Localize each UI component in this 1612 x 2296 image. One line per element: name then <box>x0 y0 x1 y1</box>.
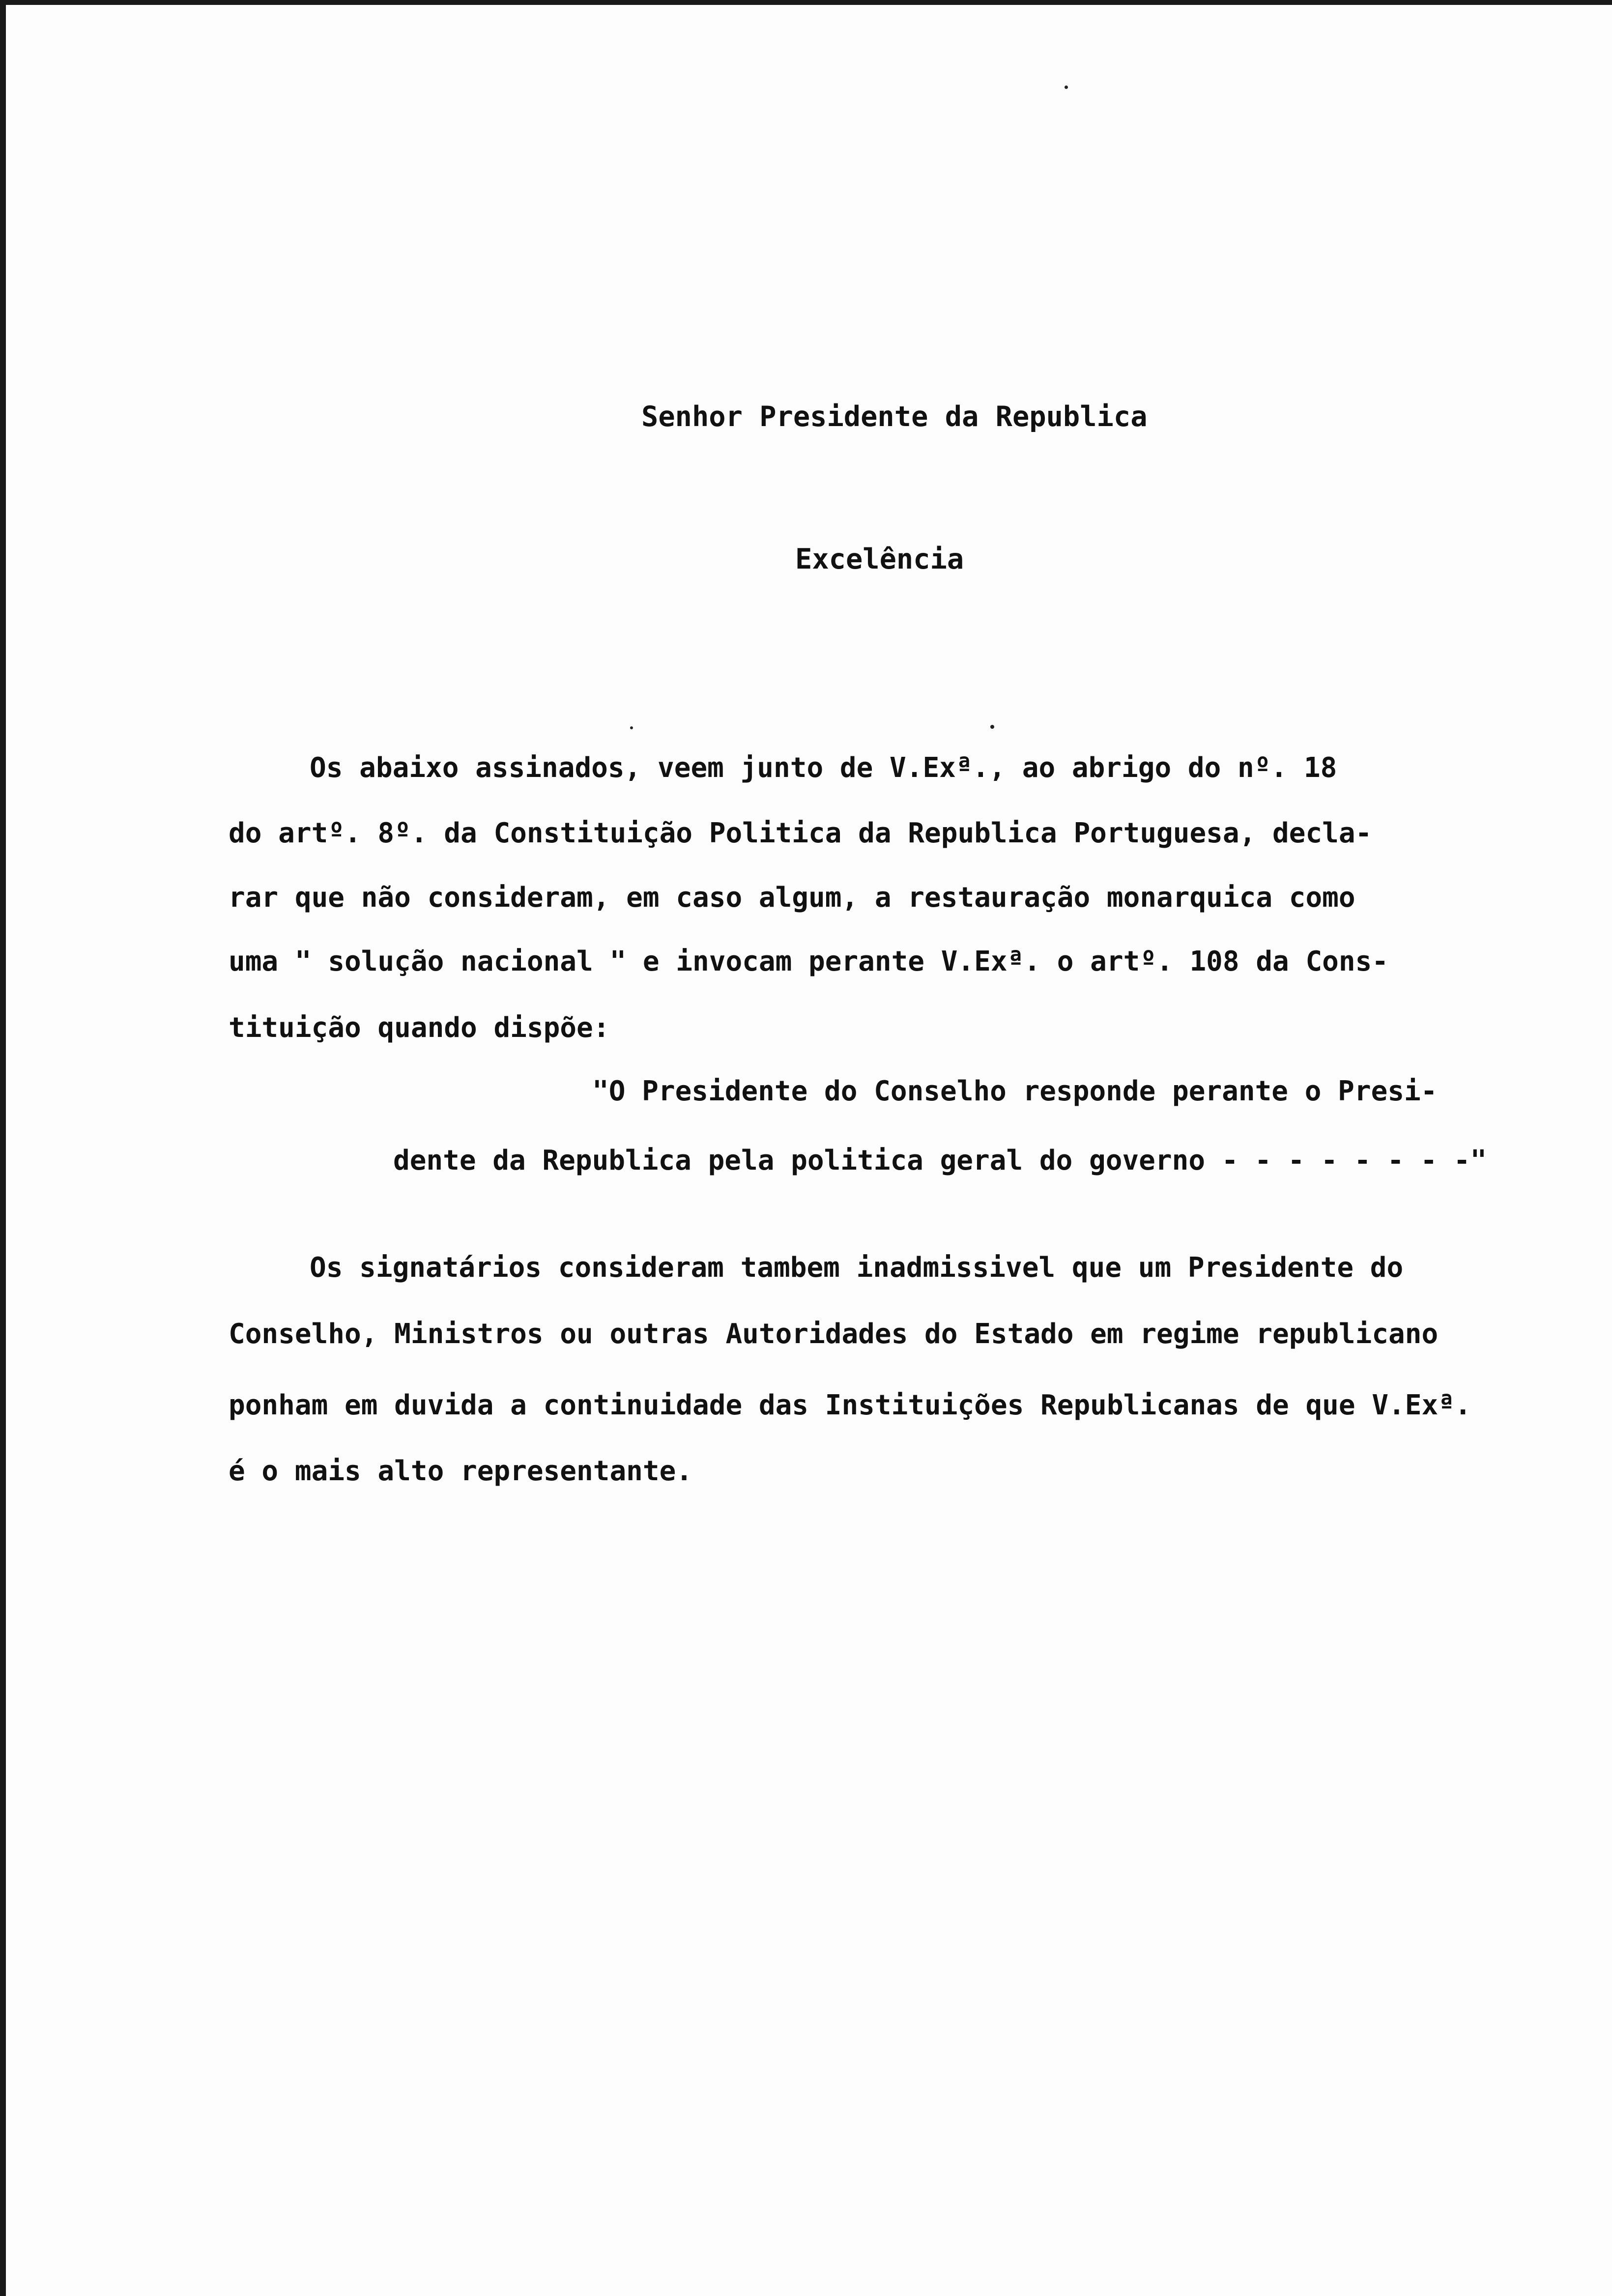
scan-speck <box>630 726 633 729</box>
paragraph-2-line: Conselho, Ministros ou outras Autoridades do Estado em regime republicano <box>229 1318 1439 1350</box>
scan-speck <box>1065 86 1068 89</box>
paragraph-1-line: do artº. 8º. da Constituição Politica da Republica Portuguesa, decla- <box>229 817 1372 849</box>
paragraph-1-line: rar que não consideram, em caso algum, a restauração monarquica como <box>229 882 1355 914</box>
paragraph-2-line: Os signatários consideram tambem inadmissivel que um Presidente do <box>310 1252 1404 1284</box>
scan-speck <box>990 725 994 729</box>
paragraph-1-line: uma " solução nacional " e invocam perante V.Exª. o artº. 108 da Cons- <box>229 946 1389 977</box>
letter-title: Senhor Presidente da Republica <box>641 401 1148 433</box>
paragraph-2-line: é o mais alto representante. <box>229 1455 693 1487</box>
paragraph-1-line: tituição quando dispõe: <box>229 1012 610 1044</box>
letter-salutation: Excelência <box>795 543 964 575</box>
quote-line: dente da Republica pela politica geral do governo - - - - - - - -" <box>393 1145 1487 1177</box>
scan-left-edge <box>0 0 6 2296</box>
quote-line: "O Presidente do Conselho responde perante o Presi- <box>592 1075 1438 1107</box>
paragraph-1-line: Os abaixo assinados, veem junto de V.Exª., ao abrigo do nº. 18 <box>310 752 1337 784</box>
paragraph-2-line: ponham em duvida a continuidade das Instituições Republicanas de que V.Exª. <box>229 1389 1471 1421</box>
scan-top-edge <box>0 0 1612 5</box>
